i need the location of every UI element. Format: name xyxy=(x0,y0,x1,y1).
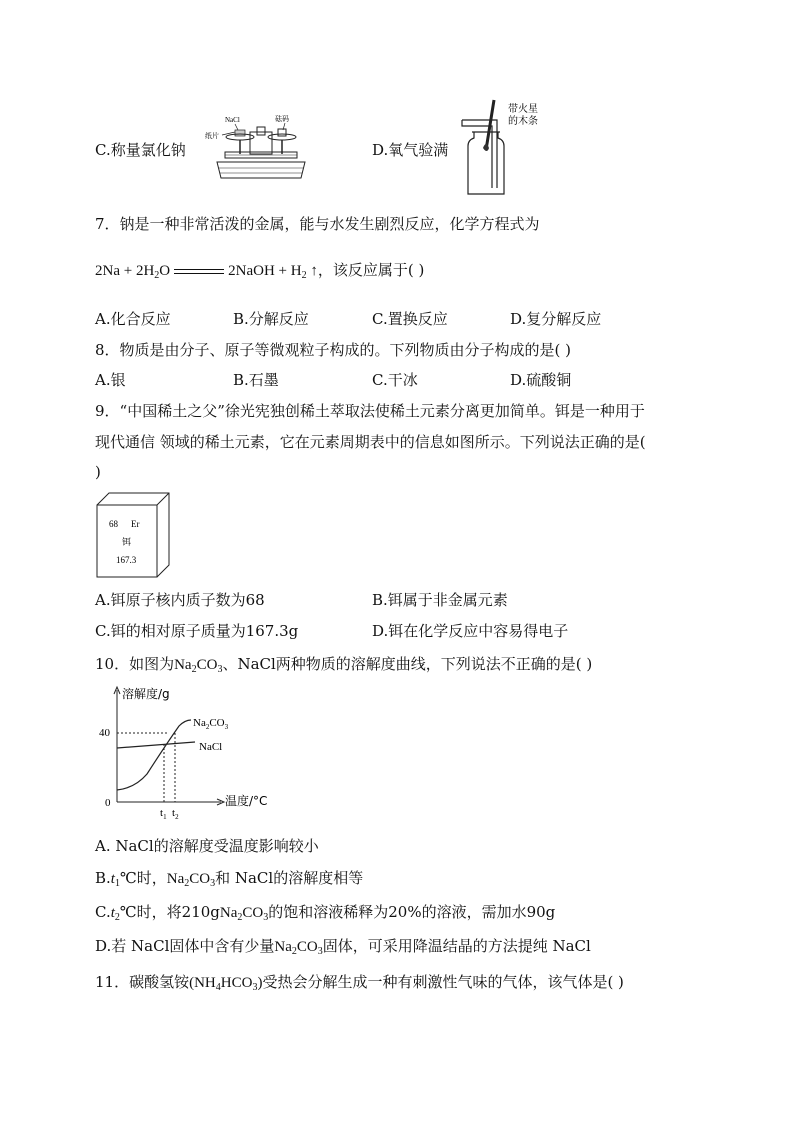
question-9-stem-line1: 9．“中国稀土之父”徐光宪独创稀土萃取法使稀土元素分离更加简单。铒是一种用于 xyxy=(95,402,645,420)
q10-option-d: D.若 NaCl固体中含有少量$Na_2CO_3$固体，可采用降温结晶的方法提纯 NaCl xyxy=(95,937,591,957)
tick-40: 40 xyxy=(99,727,110,739)
element-symbol: Er xyxy=(131,519,140,529)
question-7-equation: $2Na + 2H_2O$ 2NaOH + $H_2$ ↑，该反应属于( ) xyxy=(95,261,425,281)
q7-option-a: A.化合反应 xyxy=(95,310,171,328)
question-7-equation-suffix: ，该反应属于( ) xyxy=(317,261,425,279)
balance-label-weight: 砝码 xyxy=(275,115,289,123)
question-7-stem: 7．钠是一种非常活泼的金属，能与水发生剧烈反应，化学方程式为 xyxy=(95,215,540,233)
splint-label-1: 带火星 xyxy=(508,104,538,115)
q7-option-b: B.分解反应 xyxy=(233,310,309,328)
tick-t1: $t_1$ xyxy=(160,807,167,821)
q8-option-d: D.硫酸铜 xyxy=(510,371,572,389)
q10-option-c: $C.t_2℃$时，将$210gNa_2CO_3$的饱和溶液稀释为20%的溶液，需加水90g xyxy=(95,903,556,923)
q8-option-a: A.银 xyxy=(95,371,126,389)
question-9-stem-line2: 现代通信 领域的稀土元素，它在元素周期表中的信息如图所示。下列说法正确的是( xyxy=(95,433,646,451)
q8-option-b: B.石墨 xyxy=(233,371,279,389)
q7-option-c: C.置换反应 xyxy=(372,310,448,328)
element-atomic-number: 68 xyxy=(109,519,118,529)
element-mass: 167.3 xyxy=(116,555,137,565)
y-axis-label: 溶解度/g xyxy=(122,687,170,701)
q7-option-d: D.复分解反应 xyxy=(510,310,602,328)
q9-option-b: B.铒属于非金属元素 xyxy=(372,591,508,609)
q9-option-c: C.铒的相对原子质量为167.3g xyxy=(95,622,299,640)
question-9-stem-line3: ) xyxy=(95,463,101,481)
solubility-chart xyxy=(95,684,285,824)
na2co3-curve xyxy=(117,720,191,790)
balance-label-paper: 纸片 xyxy=(205,132,219,140)
q9-option-a: A.铒原子核内质子数为68 xyxy=(95,591,265,609)
balance-label-nacl: NaCl xyxy=(225,116,240,124)
label-nacl: NaCl xyxy=(199,741,223,753)
tick-0: 0 xyxy=(105,797,111,809)
q8-option-c: C.干冰 xyxy=(372,371,418,389)
q10-option-a: A. NaCl的溶解度受温度影响较小 xyxy=(95,837,319,855)
label-na2co3: $Na_2CO_3$ xyxy=(193,717,229,731)
element-cell-er xyxy=(97,493,169,579)
oxygen-test-diagram xyxy=(462,98,562,196)
question-11-stem: 11．碳酸氢铵$(NH_4HCO_3)$受热会分解生成一种有刺激性气味的气体，该气体是( ) xyxy=(95,973,624,993)
nacl-curve xyxy=(117,742,195,748)
x-axis-label: 温度/°C xyxy=(225,794,268,808)
q9-option-d: D.铒在化学反应中容易得电子 xyxy=(372,622,569,640)
option-d-q6: D.氧气验满 xyxy=(372,141,449,159)
q10-option-b: $B.t_1℃$时，$Na_2CO_3$和 NaCl的溶解度相等 xyxy=(95,869,364,889)
option-c-q6: C.称量氯化钠 xyxy=(95,141,186,159)
question-10-stem: 10．如图为$Na_2CO_3$、NaCl两种物质的溶解度曲线，下列说法不正确的是( ) xyxy=(95,655,593,675)
splint-label-2: 的木条 xyxy=(508,116,538,127)
tick-t2: $t_2$ xyxy=(172,807,179,821)
element-name: 铒 xyxy=(122,538,132,548)
balance-diagram xyxy=(205,110,305,186)
question-8-stem: 8．物质是由分子、原子等微观粒子构成的。下列物质由分子构成的是( ) xyxy=(95,341,572,359)
